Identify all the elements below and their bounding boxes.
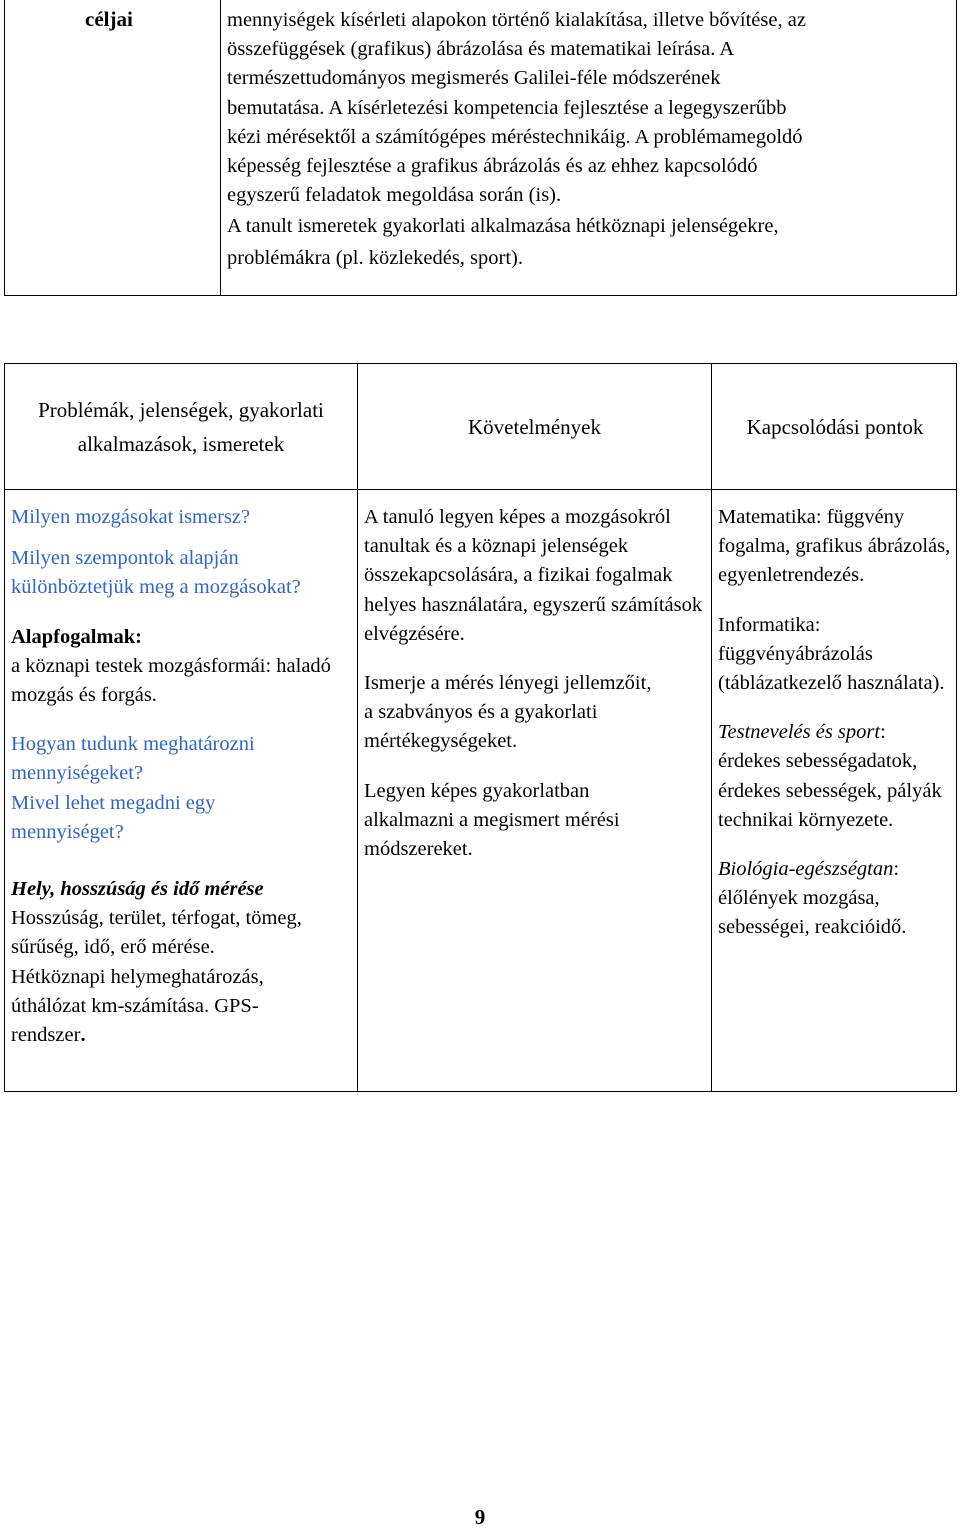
header-connections: Kapcsolódási pontok [746, 414, 924, 439]
connection-text: függvény fogalma, grafikus ábrázolás, egyenletrendezés. [718, 506, 951, 587]
goals-line: természettudományos megismerés Galilei-féle módszerének [227, 67, 721, 90]
question-text: Milyen szempontok alapján különböztetjük meg a mozgásokat? [11, 547, 301, 599]
question-text: Hogyan tudunk meghatározni mennyiségeket? [11, 733, 255, 785]
question-text: Milyen mozgásokat ismersz? [11, 506, 251, 528]
goals-line: kézi mérésektől a számítógépes méréstechnikáig. A problémamegoldó [227, 125, 803, 148]
connections-cell [718, 503, 954, 943]
connection-text: függvényábrázolás (táblázatkezelő használata). [718, 642, 945, 695]
connection-colon: : [880, 721, 886, 744]
requirement-text: Legyen képes gyakorlatban alkalmazni a megismert mérési módszereket. [364, 779, 620, 861]
goals-line: bemutatása. A kísérletezési kompetencia fejlesztése a legegyszerűbb [227, 96, 787, 119]
goals-line: képesség fejlesztése a grafikus ábrázolás és az ehhez kapcsolódó [227, 155, 758, 178]
curriculum-table [4, 363, 957, 1092]
connection-text: élőlények mozgása, sebességei, reakcióidő. [718, 887, 907, 939]
requirement-text: A tanuló legyen képes a mozgásokról tanultak és a köznapi jelenségek összekapcsolására, a fizikai fogalmak helyes használatára, egyszerű számítások elvégzésére. [364, 506, 703, 645]
header-divider [5, 489, 956, 490]
goals-line: A tanult ismeretek gyakorlati alkalmazása hétköznapi jelenségekre, [227, 215, 779, 238]
measurement-text: Hosszúság, terület, térfogat, tömeg, sűrűség, idő, erő mérése. [11, 907, 302, 959]
measurement-dot: . [80, 1024, 86, 1047]
requirement-text: Ismerje a mérés lényegi jellemzőit, a szabványos és a gyakorlati mértékegységeket. [364, 672, 652, 753]
goals-text-cell [227, 6, 952, 274]
connection-subject: Biológia-egészségtan [718, 858, 894, 881]
measurement-title: Hely, hosszúság és idő mérése [11, 878, 264, 901]
header-problems: Problémák, jelenségek, gyakorlati alkalmazások, ismeretek [38, 397, 324, 456]
goals-line: egyszerű feladatok megoldása során (is). [227, 184, 562, 207]
connection-subject: Informatika: [718, 613, 821, 636]
connection-subject: Matematika: [718, 506, 822, 528]
connection-informatics [718, 611, 954, 699]
connection-biology [718, 855, 954, 943]
alapfogalmak-title: Alapfogalmak: [11, 625, 142, 648]
page-number: 9 [474, 1505, 486, 1529]
goals-line: problémákra (pl. közlekedés, sport). [227, 247, 524, 270]
connection-pe [718, 718, 954, 835]
goals-label: céljai [85, 7, 133, 31]
goals-line: összefüggések (grafikus) ábrázolása és matematikai leírása. A [227, 38, 735, 61]
alapfogalmak-text: a köznapi testek mozgásformái: haladó mozgás és forgás. [11, 654, 331, 707]
question-text: Mivel lehet megadni egy mennyiséget? [11, 791, 216, 843]
connection-subject: Testnevelés és sport [718, 721, 881, 744]
connection-text: érdekes sebességadatok, érdekes sebességek, pályák technikai környezete. [718, 750, 942, 831]
goals-line: mennyiségek kísérleti alapokon történő kialakítása, illetve bővítése, az [227, 9, 806, 31]
header-requirements: Követelmények [468, 414, 601, 439]
connection-colon: : [893, 858, 900, 881]
connection-math [718, 503, 954, 591]
goals-table [4, 0, 957, 296]
requirements-cell [364, 503, 706, 864]
problems-cell [11, 503, 351, 1050]
goals-label-cell [5, 0, 221, 295]
measurement-text: Hétköznapi helymeghatározás, úthálózat km-számítása. GPS-rendszer [11, 965, 264, 1047]
